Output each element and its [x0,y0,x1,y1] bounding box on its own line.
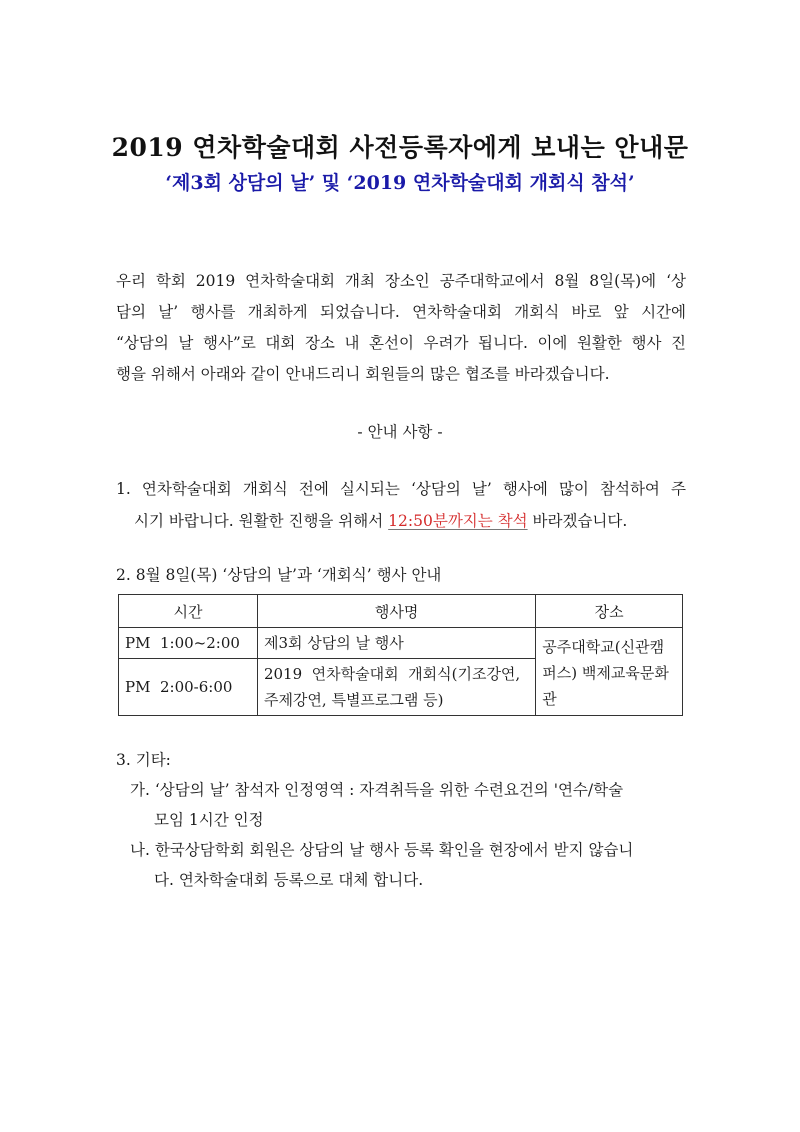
item1-line2-pre: 시기 바랍니다. 원활한 진행을 위해서 [134,512,389,530]
header-event: 행사명 [257,595,535,628]
header-time: 시간 [119,595,258,628]
cell-event: 제3회 상담의 날 행사 [257,628,535,659]
item3-sub-a-line1: 가. ‘상담의 날’ 참석자 인정영역 : 자격취득을 위한 수련요건의 '연수/학술 [130,781,624,799]
seating-deadline-highlight: 12:50분까지는 착석 [388,512,528,530]
intro-line: 담의 날’ 행사를 개최하게 되었습니다. 연차학술대회 개회식 바로 앞 시간에 [116,303,686,321]
intro-paragraph [116,266,686,390]
notice-item-1 [116,473,686,537]
schedule-table [118,594,683,716]
item3-sub-b-line2: 다. 연차학술대회 등록으로 대체 합니다. [154,871,424,889]
document-subtitle: ‘제3회 상담의 날’ 및 ‘2019 연차학술대회 개회식 참석’ [165,172,635,194]
item1-line2-post: 바라겠습니다. [527,512,628,530]
table-header-row [119,595,683,628]
cell-venue: 공주대학교(신관캠퍼스) 백제교육문화관 [536,628,683,716]
cell-time: PM 1:00~2:00 [119,628,258,659]
notice-item-2-heading: 2. 8월 8일(목) ‘상담의 날’과 ‘개회식’ 행사 안내 [116,566,442,584]
item3-sub-a-line2: 모임 1시간 인정 [154,811,264,829]
notice-heading: - 안내 사항 - [357,423,443,441]
item3-heading: 3. 기타: [116,751,171,769]
intro-line: 우리 학회 2019 연차학술대회 개최 장소인 공주대학교에서 8월 8일(목)에 ‘상 [116,272,686,290]
intro-line: 행을 위해서 아래와 같이 안내드리니 회원들의 많은 협조를 바라겠습니다. [116,365,610,383]
item1-line2 [116,505,686,537]
intro-line: “상담의 날 행사”로 대회 장소 내 혼선이 우려가 됩니다. 이에 원활한 행사 진 [116,334,686,352]
header-venue: 장소 [536,595,683,628]
notice-item-3 [116,745,696,895]
table-row [119,628,683,659]
item1-line1: 1. 연차학술대회 개회식 전에 실시되는 ‘상담의 날’ 행사에 많이 참석하여 주 [116,480,686,498]
cell-event: 2019 연차학술대회 개회식(기조강연, 주제강연, 특별프로그램 등) [257,659,535,716]
cell-time: PM 2:00-6:00 [119,659,258,716]
item3-sub-b-line1: 나. 한국상담학회 회원은 상담의 날 행사 등록 확인을 현장에서 받지 않습니 [130,841,634,859]
document-title: 2019 연차학술대회 사전등록자에게 보내는 안내문 [111,133,689,162]
